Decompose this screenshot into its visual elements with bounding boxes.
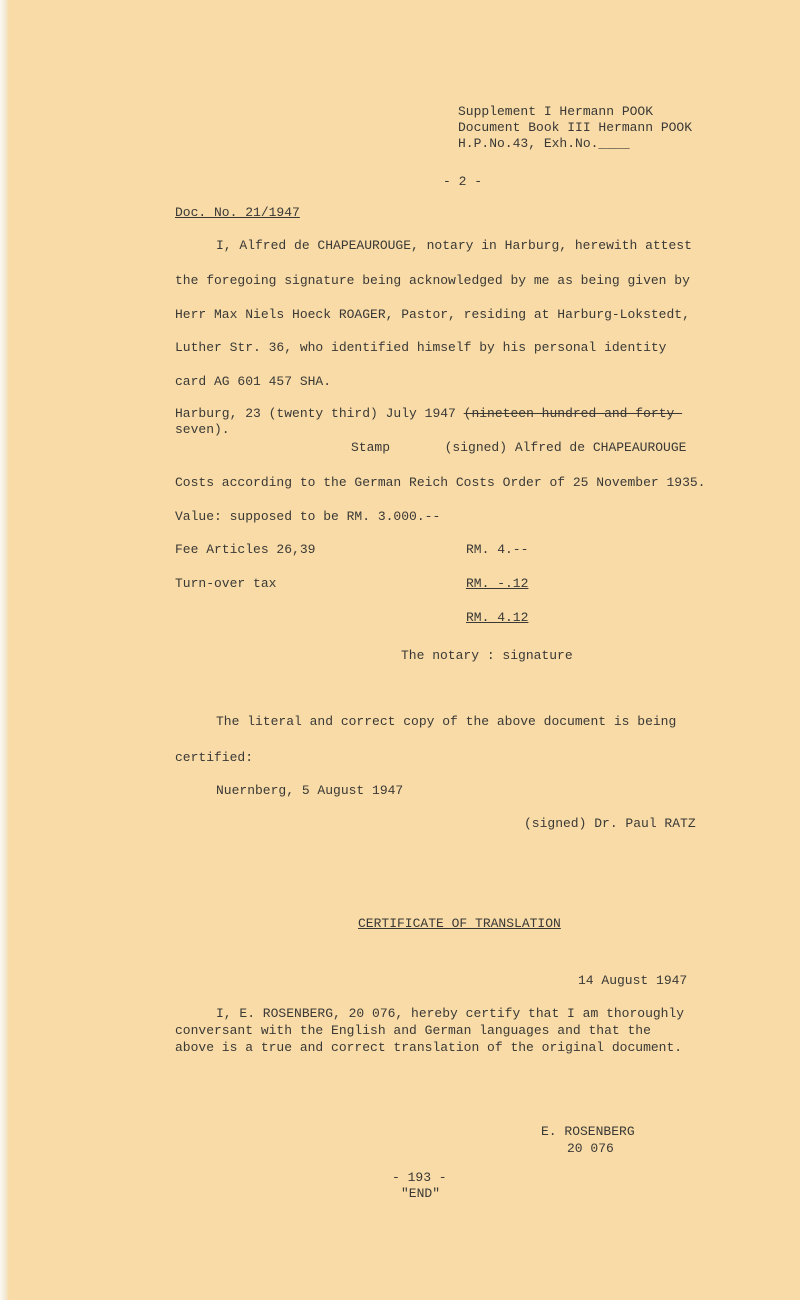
costs-line: Costs according to the German Reich Costs Order of 25 November 1935. (175, 475, 706, 490)
page-number: - 193 - (392, 1170, 447, 1185)
page-marker: - 2 - (443, 174, 483, 189)
header-line-2: Document Book III Hermann POOK (458, 120, 693, 135)
fee-amount: RM. 4.-- (466, 542, 529, 557)
translation-line-3: above is a true and correct translation of the original document. (175, 1040, 683, 1055)
tax-amount: RM. -.12 (466, 576, 529, 591)
attest-line-4: Luther Str. 36, who identified himself by his personal identity (175, 340, 667, 355)
header-line-1: Supplement I Hermann POOK (458, 104, 654, 119)
page-edge (0, 0, 9, 1300)
translation-line-2: conversant with the English and German languages and that the (175, 1023, 651, 1038)
attest-line-2: the foregoing signature being acknowledged by me as being given by (175, 273, 690, 288)
end-mark: "END" (401, 1186, 441, 1201)
certified-place: Nuernberg, 5 August 1947 (216, 783, 404, 798)
doc-number: Doc. No. 21/1947 (175, 205, 300, 220)
tax-label: Turn-over tax (175, 576, 277, 591)
stamp-signed-line: Stamp (signed) Alfred de CHAPEAUROUGE (351, 440, 687, 455)
certified-line-1: The literal and correct copy of the above document is being (216, 714, 677, 729)
dateline-main: Harburg, 23 (twenty third) July 1947 (175, 406, 464, 421)
dateline-struck: (nineteen hundred and forty- (463, 406, 683, 421)
certified-line-2: certified: (175, 750, 254, 765)
value-line: Value: supposed to be RM. 3.000.-- (175, 509, 441, 524)
translator-name: E. ROSENBERG (541, 1124, 635, 1139)
attest-line-3: Herr Max Niels Hoeck ROAGER, Pastor, residing at Harburg-Lokstedt, (175, 307, 690, 322)
translation-heading: CERTIFICATE OF TRANSLATION (358, 916, 561, 931)
total-amount: RM. 4.12 (466, 610, 529, 625)
attest-line-5: card AG 601 457 SHA. (175, 374, 332, 389)
notary-signature: The notary : signature (401, 648, 573, 663)
translator-number: 20 076 (567, 1141, 614, 1156)
attest-line-1: I, Alfred de CHAPEAUROUGE, notary in Harburg, herewith attest (216, 238, 692, 253)
translation-date: 14 August 1947 (578, 973, 688, 988)
header-line-3: H.P.No.43, Exh.No.____ (458, 136, 630, 151)
translation-line-1: I, E. ROSENBERG, 20 076, hereby certify that I am thoroughly (216, 1006, 685, 1021)
dateline (175, 406, 682, 421)
dateline-cont: seven). (175, 422, 230, 437)
certified-signed: (signed) Dr. Paul RATZ (524, 816, 696, 831)
fee-label: Fee Articles 26,39 (175, 542, 316, 557)
